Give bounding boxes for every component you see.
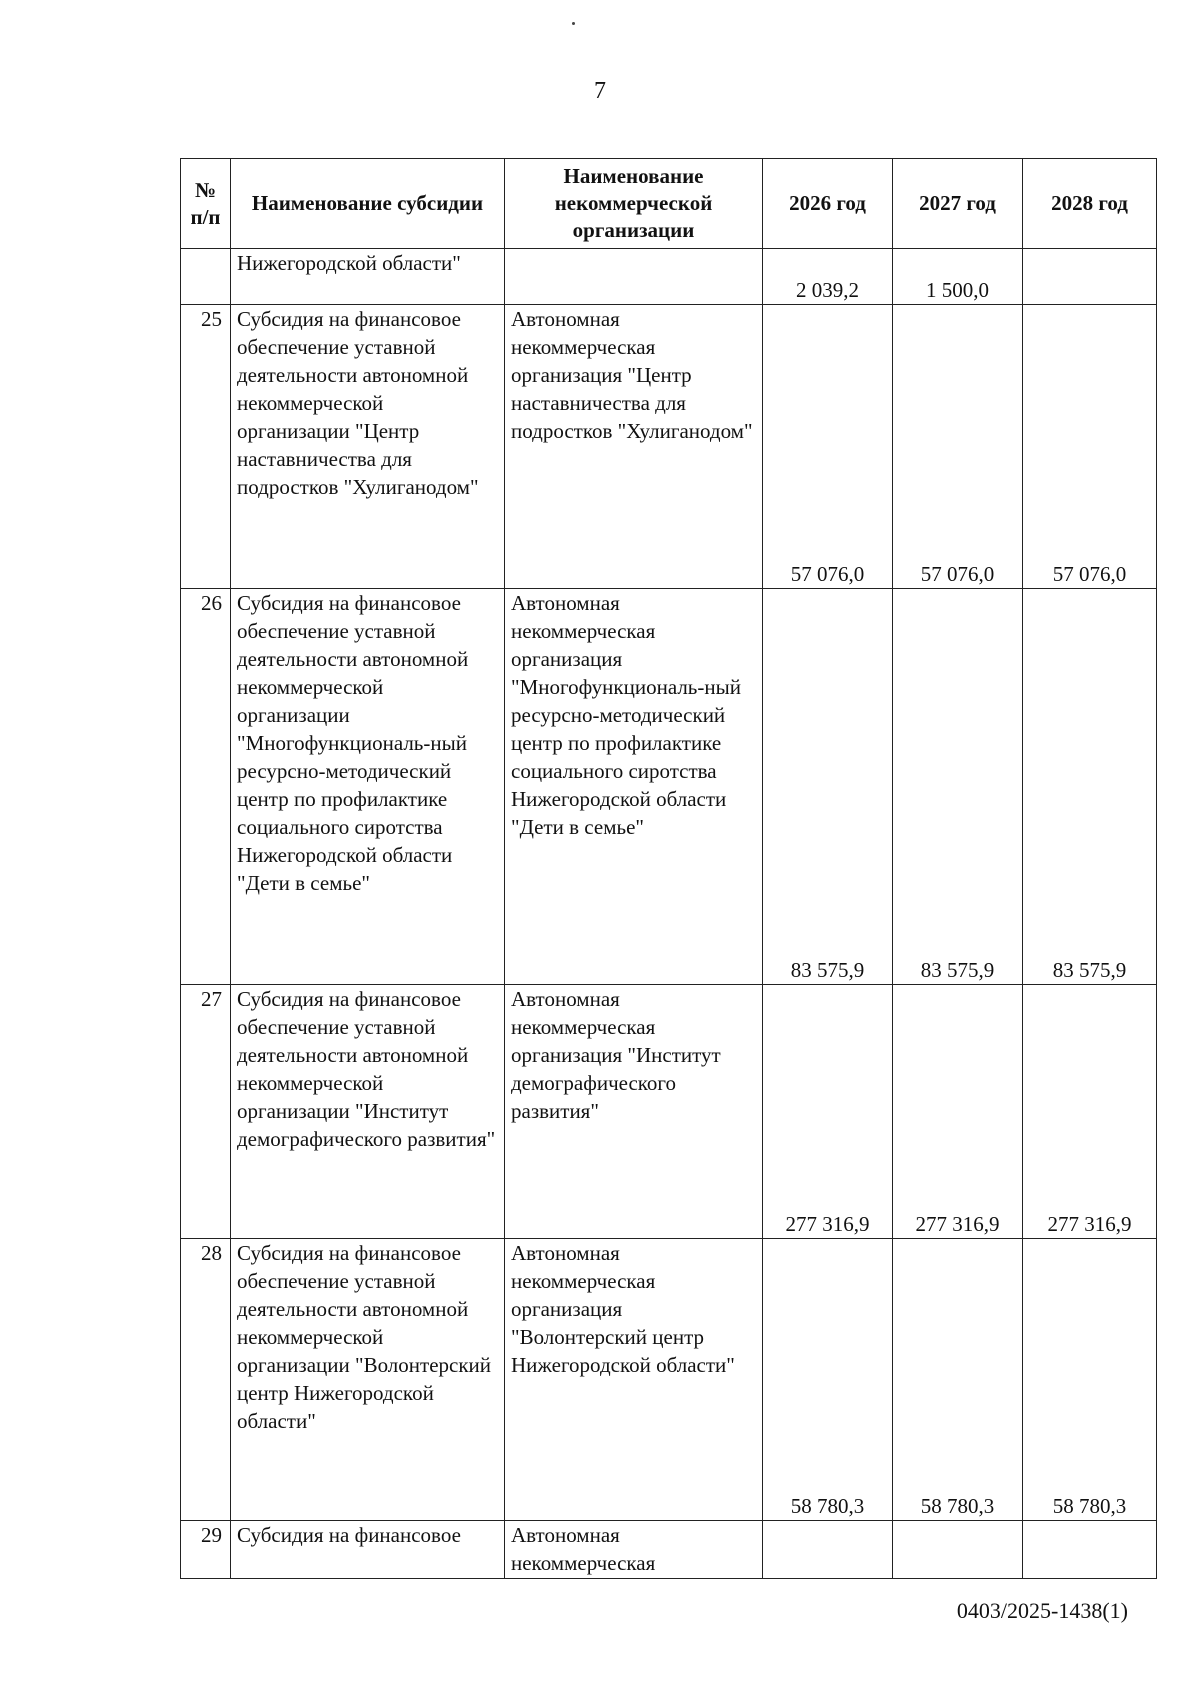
row-num: 25 [181,305,231,589]
document-code: 0403/2025-1438(1) [956,1598,1128,1623]
row-num: 28 [181,1239,231,1521]
row-subsidy: Субсидия на финансовое обеспечение уставной деятельности автономной некоммерческой организации "Волонтерский центр Нижегородской области" [231,1239,505,1521]
table-header-row [181,159,1157,249]
row-2026: 277 316,9 [763,985,893,1239]
table-row [181,985,1157,1239]
row-2026: 83 575,9 [763,589,893,985]
scan-dot [572,22,575,25]
table-row [181,1239,1157,1521]
row-2027: 57 076,0 [893,305,1023,589]
row-2026: 57 076,0 [763,305,893,589]
row-organization: Автономная некоммерческая организация "Центр наставничества для подростков "Хулиганодом" [505,305,763,589]
header-organization: Наименование некоммерческой организации [505,159,763,249]
row-subsidy: Субсидия на финансовое обеспечение уставной деятельности автономной некоммерческой организации "Центр наставничества для подростков "Хулиганодом" [231,305,505,589]
header-2027: 2027 год [893,159,1023,249]
table-row [181,305,1157,589]
row-2026: 58 780,3 [763,1239,893,1521]
row-2028: 277 316,9 [1023,985,1157,1239]
row-2027: 58 780,3 [893,1239,1023,1521]
row-subsidy: Субсидия на финансовое [231,1521,505,1579]
row-num: 29 [181,1521,231,1579]
header-2026: 2026 год [763,159,893,249]
row-organization: Автономная некоммерческая организация "Институт демографического развития" [505,985,763,1239]
header-2028: 2028 год [1023,159,1157,249]
table-row [181,249,1157,305]
header-num: № п/п [181,159,231,249]
row-num [181,249,231,305]
subsidy-table [180,158,1157,1579]
row-2027: 277 316,9 [893,985,1023,1239]
header-subsidy: Наименование субсидии [231,159,505,249]
row-2026 [763,1521,893,1579]
row-2028: 83 575,9 [1023,589,1157,985]
row-num: 26 [181,589,231,985]
row-2028 [1023,249,1157,305]
row-2027: 83 575,9 [893,589,1023,985]
row-subsidy: Субсидия на финансовое обеспечение уставной деятельности автономной некоммерческой организации "Институт демографического развития" [231,985,505,1239]
table-row [181,1521,1157,1579]
row-organization: Автономная некоммерческая организация "Многофункциональ-ный ресурсно-методический центр по профилактике социального сиротства Нижегородской области "Дети в семье" [505,589,763,985]
row-2027: 1 500,0 [893,249,1023,305]
row-organization [505,249,763,305]
row-2028: 58 780,3 [1023,1239,1157,1521]
row-subsidy: Субсидия на финансовое обеспечение уставной деятельности автономной некоммерческой организации "Многофункциональ-ный ресурсно-методический центр по профилактике социального сиротства Нижегородской области "Дети в семье" [231,589,505,985]
row-2027 [893,1521,1023,1579]
table-row [181,589,1157,985]
row-organization: Автономная некоммерческая организация "Волонтерский центр Нижегородской области" [505,1239,763,1521]
row-2026: 2 039,2 [763,249,893,305]
page-number: 7 [594,78,606,104]
row-organization: Автономная некоммерческая [505,1521,763,1579]
row-subsidy: Нижегородской области" [231,249,505,305]
row-num: 27 [181,985,231,1239]
row-2028: 57 076,0 [1023,305,1157,589]
row-2028 [1023,1521,1157,1579]
